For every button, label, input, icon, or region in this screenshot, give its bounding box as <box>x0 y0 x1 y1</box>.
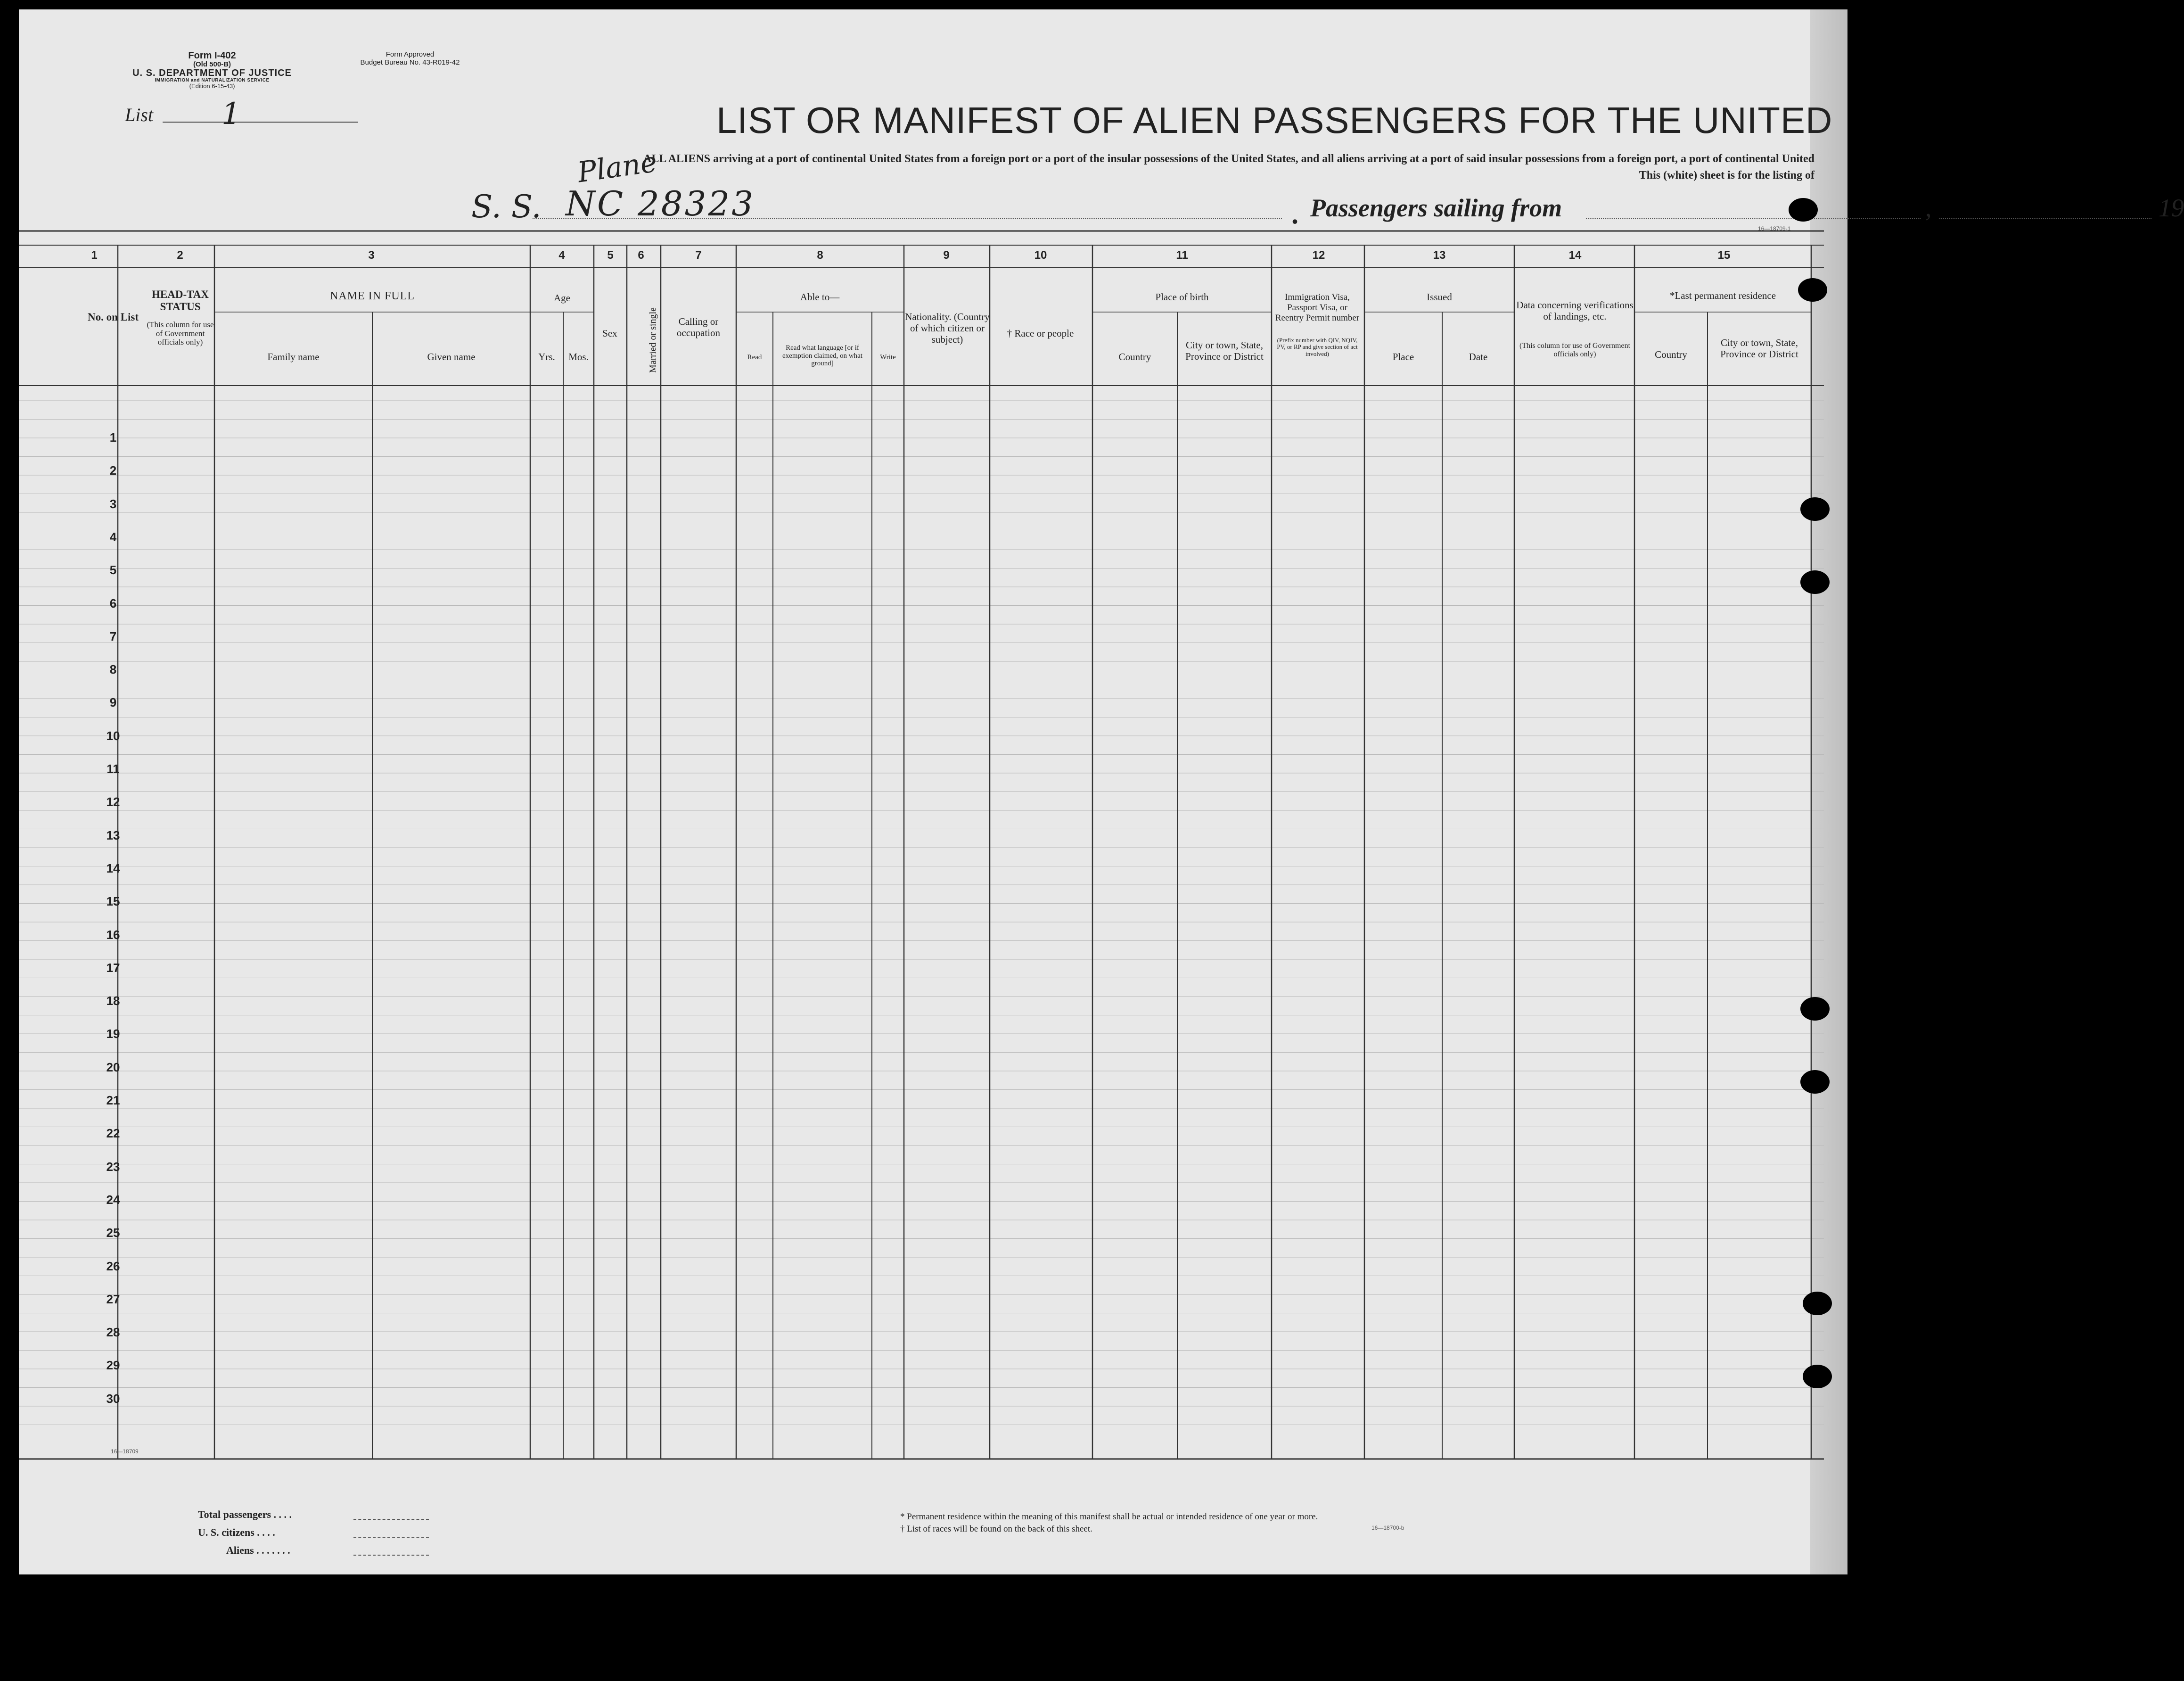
header-read-language: Read what language [or if exemption claimed, on what ground] <box>782 344 862 367</box>
header-married: Married or single <box>648 307 658 373</box>
row-number: 28 <box>106 1325 120 1340</box>
row-number: 14 <box>106 861 120 875</box>
row-number: 5 <box>109 563 117 577</box>
header-issued: Issued <box>1427 291 1452 303</box>
row-number: 4 <box>109 529 117 544</box>
footnotes <box>900 1511 1318 1535</box>
row-number: 8 <box>109 662 117 677</box>
header-age: Age <box>554 292 570 304</box>
row-number: 17 <box>106 960 120 975</box>
header-verifications: Data concerning verifications of landings, etc. <box>1516 299 1634 322</box>
header-place-of-birth: Place of birth <box>1155 291 1209 303</box>
header-given-name: Given name <box>427 351 476 363</box>
column-number: 9 <box>943 249 950 262</box>
row-number: 11 <box>107 762 120 776</box>
row-number: 29 <box>106 1358 120 1373</box>
header-able-to: Able to— <box>800 291 840 303</box>
total-passengers-label: Total passengers . . . . <box>198 1508 292 1520</box>
header-read: Read <box>747 354 762 361</box>
column-number: 10 <box>1034 249 1047 262</box>
header-sex: Sex <box>602 328 617 339</box>
header-yrs: Yrs. <box>538 351 555 363</box>
manifest-sheet <box>19 9 2184 1574</box>
row-number: 3 <box>109 496 117 511</box>
budget-number: Budget Bureau No. 43-R019-42 <box>360 58 460 66</box>
print-code-left: 16—18709 <box>111 1448 139 1455</box>
aliens-label: Aliens . . . . . . . <box>226 1544 290 1556</box>
vessel-id: NC 28323 <box>566 184 755 223</box>
binder-hole <box>1800 497 1830 521</box>
department: U. S. DEPARTMENT OF JUSTICE <box>132 67 292 78</box>
header-issued-place: Place <box>1392 351 1414 363</box>
us-citizens-blank <box>353 1537 429 1538</box>
approved-label: Form Approved <box>386 50 435 58</box>
us-citizens-label: U. S. citizens . . . . <box>198 1526 275 1538</box>
year-prefix: 19 <box>2159 194 2184 222</box>
row-number: 19 <box>106 1027 120 1041</box>
date-blank <box>1939 218 2151 219</box>
column-number: 6 <box>638 249 644 262</box>
print-code-top: 16—18709-1 <box>1758 225 1791 232</box>
column-number: 2 <box>177 249 183 262</box>
binder-hole <box>1803 1292 1832 1315</box>
header-visa-note: (Prefix number with QIV, NQIV, PV, or RP and give section of act involved) <box>1277 337 1358 357</box>
column-number: 14 <box>1568 249 1582 262</box>
header-name-in-full: NAME IN FULL <box>330 290 415 302</box>
sailing-label: Passengers sailing from <box>1310 194 1562 222</box>
total-passengers-blank <box>353 1519 429 1520</box>
column-number: 13 <box>1433 249 1446 262</box>
column-number: 12 <box>1312 249 1325 262</box>
list-label: List <box>125 104 154 125</box>
row-number: 1 <box>109 430 117 445</box>
header-no-on-list: No. on List <box>88 311 139 323</box>
page-title: LIST OR MANIFEST OF ALIEN PASSENGERS FOR THE UNITED <box>716 99 1833 141</box>
row-number: 12 <box>106 795 120 809</box>
column-number: 15 <box>1717 249 1731 262</box>
header-nationality: Nationality. (Country of which citizen or subject) <box>905 311 990 346</box>
list-value: 1 <box>222 97 241 132</box>
row-number: 24 <box>106 1192 120 1207</box>
row-number: 20 <box>106 1060 120 1074</box>
manifest-grid <box>19 9 1847 1574</box>
service: IMMIGRATION and NATURALIZATION SERVICE <box>155 77 270 83</box>
header-mos: Mos. <box>568 351 589 363</box>
column-number: 3 <box>368 249 375 262</box>
header-verifications-note: (This column for use of Government officials only) <box>1519 342 1631 358</box>
row-number: 27 <box>106 1292 120 1306</box>
intro-line-2: This (white) sheet is for the listing of <box>1639 169 1815 181</box>
row-number: 9 <box>109 695 117 710</box>
comma: , <box>1925 194 1932 222</box>
row-number: 10 <box>106 728 120 743</box>
header-residence-city: City or town, State, Province or District <box>1720 337 1798 360</box>
row-number: 30 <box>106 1391 120 1406</box>
footnote-races: † List of races will be found on the back of this sheet. <box>900 1524 1092 1534</box>
column-number: 4 <box>558 249 565 262</box>
binder-hole <box>1800 1070 1830 1094</box>
column-number: 11 <box>1176 249 1188 262</box>
binder-hole <box>1800 997 1830 1021</box>
header-visa: Immigration Visa, Passport Visa, or Reentry Permit number <box>1275 292 1360 323</box>
row-number: 7 <box>109 629 117 643</box>
row-number: 21 <box>106 1093 120 1107</box>
row-number: 26 <box>106 1259 120 1273</box>
header-race: † Race or people <box>1007 328 1074 339</box>
period: . <box>1291 198 1298 230</box>
row-number: 22 <box>106 1126 120 1141</box>
binder-hole <box>1798 278 1827 302</box>
header-birth-city: City or town, State, Province or District <box>1185 339 1264 363</box>
column-number: 5 <box>607 249 614 262</box>
row-number: 6 <box>109 596 117 610</box>
header-last-residence: *Last permanent residence <box>1669 290 1776 301</box>
header-write: Write <box>880 354 896 361</box>
binder-hole <box>1800 570 1830 594</box>
row-number: 16 <box>106 927 120 942</box>
header-birth-country: Country <box>1118 351 1151 363</box>
row-number: 25 <box>106 1226 120 1240</box>
column-number: 1 <box>91 249 98 262</box>
aliens-blank <box>353 1555 429 1556</box>
row-number: 2 <box>109 463 117 478</box>
header-head-tax-note: (This column for use of Government officials only) <box>147 320 214 347</box>
row-number: 18 <box>106 994 120 1008</box>
row-number: 15 <box>106 894 120 909</box>
footnote-residence: * Permanent residence within the meaning of this manifest shall be actual or intended residence of one year or more. <box>900 1512 1318 1522</box>
binder-hole <box>1789 198 1818 222</box>
edition: (Edition 6-15-43) <box>189 82 235 90</box>
handwritten-plane: Plane <box>575 145 659 190</box>
form-number: Form I-402 <box>188 50 236 61</box>
print-code-right: 16—18700-b <box>1371 1524 1404 1531</box>
row-number: 13 <box>106 828 120 842</box>
intro-line-1: ALL ALIENS arriving at a port of continental United States from a foreign port or a port of the insular possessions of the United States, and all aliens arriving at a port of said insular possessions from a foreign port, a port of continental United <box>643 153 1815 165</box>
old-form-number: (Old 500-B) <box>193 60 231 68</box>
column-number: 8 <box>817 249 823 262</box>
ss-prefix: S. S. <box>471 189 542 225</box>
binder-hole <box>1803 1365 1832 1388</box>
column-number: 7 <box>695 249 702 262</box>
header-residence-country: Country <box>1655 349 1687 360</box>
header-calling: Calling or occupation <box>676 316 721 339</box>
header-family-name: Family name <box>267 351 320 363</box>
header-head-tax: HEAD-TAX STATUS <box>152 288 209 313</box>
row-number: 23 <box>106 1159 120 1174</box>
header-issued-date: Date <box>1469 351 1488 363</box>
